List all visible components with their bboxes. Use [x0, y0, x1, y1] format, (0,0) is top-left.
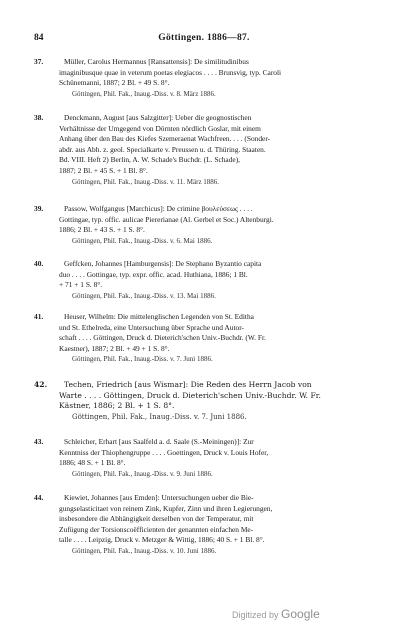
dissertation-note: Göttingen, Phil. Fak., Inaug.-Diss. v. 8. März 1886. — [72, 89, 216, 98]
entry-line: Gottingae, typ. offic. aulicae Piererianae (Al. Gerbel et Soc.) Altenburgi. — [59, 214, 274, 224]
entry-line: imaginibusque quae in veterum poetas elegiacos . . . . Brunsvig, typ. Caroli — [59, 67, 282, 77]
running-title: Göttingen. 1886—87. — [158, 33, 250, 43]
entry-line: und St. Ethelreda, eine Untersuchung über Sprache und Autor- — [59, 322, 244, 332]
entry-line: Denckmann, August [aus Salzgitter]: Ueber die geognostischen — [64, 113, 252, 122]
entry-body — [59, 380, 374, 422]
dissertation-note: Göttingen, Phil. Fak., Inaug.-Diss. v. 7. Juni 1886. — [72, 412, 247, 421]
entry-line: Anhang über den Bau des Kiefes Szemeraenat Wachfreen. . . . (Sonder- — [59, 134, 271, 144]
entry-number: 41. — [34, 312, 44, 321]
entry-line: Verhältnisse der Umgegend von Dörnten nördlich Goslar, mit einem — [59, 123, 261, 133]
entry-number: 40. — [34, 259, 44, 268]
entry-line: Zufügung der Torsionscoëfficienten der genannten einfachen Me- — [59, 524, 254, 534]
bibliography-entry — [34, 57, 374, 107]
entry-line: + 71 + 1 S. 8°. — [59, 280, 103, 290]
entry-number: 43. — [34, 437, 44, 446]
bibliography-entry — [34, 437, 374, 487]
watermark-prefix: Digitized by — [232, 610, 279, 620]
page-header — [34, 33, 374, 45]
entry-line: 1886; 2 Bl. + 43 S. + 1 S. 8°. — [59, 225, 145, 235]
entry-line: gungselasticitaet von reinem Zink, Kupfer, Zinn und ihren Legierungen, — [59, 503, 273, 513]
entry-body — [59, 259, 374, 301]
entry-body — [59, 57, 374, 99]
bibliography-entry — [34, 380, 374, 430]
entry-line: Geffcken, Johannes [Hamburgensis]: De Stephano Byzantio capita — [64, 259, 262, 268]
entry-line: Kästner, 1886; 2 Bl. + 1 S. 8°. — [59, 401, 175, 411]
dissertation-note: Göttingen, Phil. Fak., Inaug.-Diss. v. 9. Juni 1886. — [72, 469, 213, 478]
entry-body — [59, 204, 374, 246]
entry-line: duo . . . . Gottingae, typ. expr. offic. acad. Huthiana, 1886; 1 Bl. — [59, 269, 248, 279]
page-number: 84 — [34, 33, 44, 43]
entry-line: schaft . . . . Göttingen, Druck d. Dieterich'schen Univ.-Buchdr. (W. Fr. — [59, 333, 266, 343]
entry-line: 1886; 48 S. + 1 Bl. 8°. — [59, 458, 126, 468]
dissertation-note: Göttingen, Phil. Fak., Inaug.-Diss. v. 6. Mai 1886. — [72, 236, 213, 245]
entry-line: Bd. VIII. Heft 2) Berlin, A. W. Schade's Buchdr. (L. Schade), — [59, 155, 240, 165]
google-watermark — [232, 607, 320, 621]
dissertation-note: Göttingen, Phil. Fak., Inaug.-Diss. v. 10. Juni 1886. — [72, 546, 217, 555]
dissertation-note: Göttingen, Phil. Fak., Inaug.-Diss. v. 11. März 1886. — [72, 177, 220, 186]
entry-line: Schleicher, Erhart [aus Saalfeld a. d. Saale (S.-Meiningen)]: Zur — [64, 437, 254, 446]
entry-line: Passow, Wolfgangus [Marchicus]: De crimine βουλεύσεως . . . . — [64, 204, 253, 213]
entry-line: Müller, Carolus Hermannus [Ransattensis]: De similitudinibus — [64, 57, 249, 66]
entry-line: Techen, Friedrich [aus Wismar]: Die Reden des Herrn Jacob von — [64, 380, 312, 389]
entry-line: Schünemanni, 1887; 2 Bl. + 49 S. 8°. — [59, 78, 170, 88]
entry-number: 39. — [34, 204, 44, 213]
bibliography-entry — [34, 113, 374, 197]
entry-body — [59, 493, 374, 557]
bibliography-entry — [34, 312, 374, 372]
entry-line: talle . . . . Leipzig, Druck v. Metzger & Wittig, 1886; 40 S. + 1 Bl. 8°. — [59, 535, 265, 545]
dissertation-note: Göttingen, Phil. Fak., Inaug.-Diss. v. 13. Mai 1886. — [72, 291, 216, 300]
bibliography-entry — [34, 204, 374, 254]
entry-line: insbesondere die Abhängigkeit derselben von der Temperatur, mit — [59, 514, 254, 524]
entry-body — [59, 113, 374, 187]
entry-number: 44. — [34, 493, 44, 502]
entry-number: 38. — [34, 113, 44, 122]
entry-line: Kenntniss der Thiophengruppe . . . . Goettingen, Druck v. Louis Hofer, — [59, 447, 269, 457]
bibliography-entry — [34, 493, 374, 565]
entry-number: 42. — [34, 380, 48, 389]
entry-line: 1887; 2 Bl. + 45 S. + 1 Bl. 8°. — [59, 165, 148, 175]
entry-number: 37. — [34, 57, 44, 66]
entry-line: Kaestner), 1887; 2 Bl. + 49 + 1 S. 8°. — [59, 343, 170, 353]
google-logo: Google — [281, 607, 320, 621]
entry-line: Kiewiet, Johannes [aus Emden]: Untersuchungen ueber die Bie- — [64, 493, 254, 502]
entry-body — [59, 437, 374, 479]
dissertation-note: Göttingen, Phil. Fak., Inaug.-Diss. v. 7. Juni 1886. — [72, 355, 213, 364]
entry-line: Heuser, Wilhelm: Die mittelenglischen Legenden von St. Editha — [64, 312, 254, 321]
entry-body — [59, 312, 374, 365]
bibliography-entry — [34, 259, 374, 309]
entry-line: Warte . . . . Göttingen, Druck d. Dieterich'schen Univ.-Buchdr. W. Fr. — [59, 390, 321, 400]
entry-line: abdr. aus Abh. z. geol. Specialkarte v. Preussen u. d. Thüring. Staaten. — [59, 144, 266, 154]
